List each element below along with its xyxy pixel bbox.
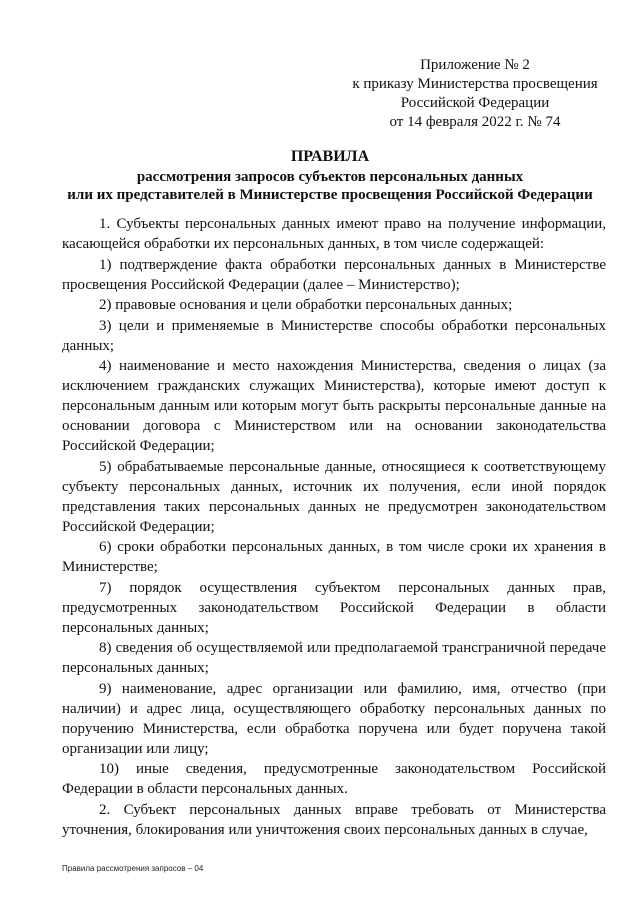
document-subtitle-line1: рассмотрения запросов субъектов персональных данных xyxy=(136,168,524,185)
paragraph-1-item-6: 6) сроки обработки персональных данных, в том числе сроки их хранения в Министерстве; xyxy=(62,539,606,575)
appendix-header xyxy=(330,56,620,132)
paragraph-2: 2. Субъект персональных данных вправе требовать от Министерства уточнения, блокирования или уничтожения своих персональных данных в случае, xyxy=(62,801,606,838)
paragraph-1-item-5: 5) обрабатываемые персональные данные, относящиеся к соответствующему субъекту персональных данных, источник их получения, если иной порядок представления таких персональных данных не предусмотрен законодательством Российской Федерации; xyxy=(62,458,606,535)
appendix-date: от 14 февраля 2022 г. № 74 xyxy=(389,114,561,130)
paragraph-1-item-9: 9) наименование, адрес организации или фамилию, имя, отчество (при наличии) и адрес лица, осуществляющего обработку персональных данных по поручению Министерства, если обработка поручена или будет поручена такой организации или лицу; xyxy=(62,680,606,757)
document-title: ПРАВИЛА xyxy=(290,148,370,165)
appendix-number: Приложение № 2 xyxy=(420,57,530,73)
paragraph-1-item-3: 3) цели и применяемые в Министерстве способы обработки персональных данных; xyxy=(62,317,606,354)
paragraph-1: 1. Субъекты персональных данных имеют право на получение информации, касающейся обработки их персональных данных, в том числе содержащей: xyxy=(62,216,606,252)
paragraph-1-item-8: 8) сведения об осуществляемой или предполагаемой трансграничной передаче персональных данных; xyxy=(62,640,606,676)
page-footer: Правила рассмотрения запросов – 04 xyxy=(62,864,204,873)
paragraph-1-item-1: 1) подтверждение факта обработки персональных данных в Министерстве просвещения Российской Федерации (далее – Министерство); xyxy=(62,256,606,293)
appendix-order-ref: к приказу Министерства просвещения xyxy=(352,76,598,92)
paragraph-1-item-10: 10) иные сведения, предусмотренные законодательством Российской Федерации в области персональных данных. xyxy=(62,761,606,797)
appendix-federation: Российской Федерации xyxy=(400,95,550,111)
paragraph-1-item-2: 2) правовые основания и цели обработки персональных данных; xyxy=(99,297,513,313)
document-title-block xyxy=(40,148,620,205)
paragraph-1-item-4: 4) наименование и место нахождения Министерства, сведения о лицах (за исключением гражданских служащих Министерства), которые имеют доступ к персональным данным или которым могут быть раскрыты персональные данные на основании договора с Министерством или на основании законодательства Российской Федерации; xyxy=(62,358,606,454)
paragraph-1-item-7: 7) порядок осуществления субъектом персональных данных прав, предусмотренных законодательством Российской Федерации в области персональных данных; xyxy=(62,579,606,636)
document-subtitle-line2: или их представителей в Министерстве просвещения Российской Федерации xyxy=(67,187,593,203)
document-body xyxy=(62,214,606,840)
